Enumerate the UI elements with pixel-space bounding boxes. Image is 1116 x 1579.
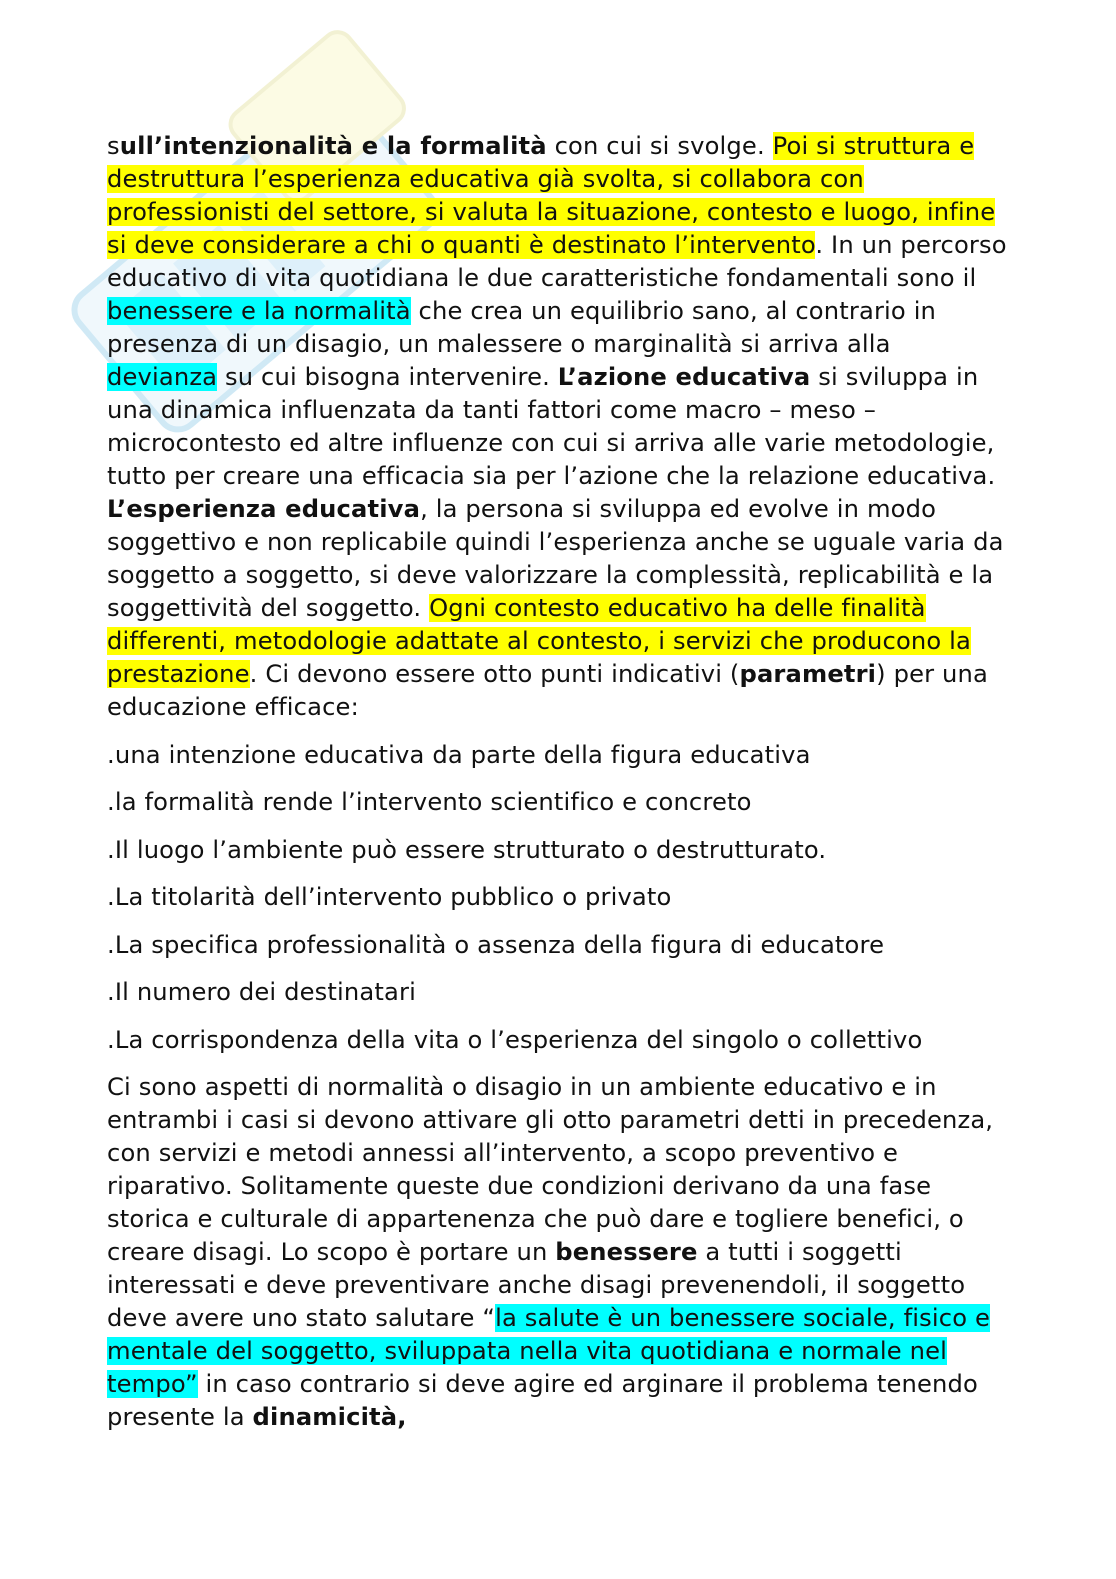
bold-term: benessere xyxy=(555,1238,698,1266)
text-run: s xyxy=(107,132,120,160)
list-item: .La specifica professionalità o assenza della figura di educatore xyxy=(107,930,885,959)
bold-term: dinamicità, xyxy=(252,1403,407,1431)
highlight-cyan: la salute è un benessere sociale, fisico e mentale del soggetto, sviluppata nella vita quotidiana e normale nel tempo” xyxy=(107,1304,991,1398)
highlight-yellow: Poi si struttura e destruttura l’esperienza educativa già svolta, si collabora con professionisti del settore, si valuta la situazione, contesto e luogo, infine si deve considerare a chi o quanti è destinato l’intervento xyxy=(107,132,996,259)
list-item: .una intenzione educativa da parte della figura educativa xyxy=(107,740,811,769)
bold-term: ull’intenzionalità e la formalità xyxy=(119,132,547,160)
list-item: .La titolarità dell’intervento pubblico o privato xyxy=(107,883,672,911)
text-run: , la persona si sviluppa ed evolve in modo soggettivo e non replicabile quindi l’esperienza anche se uguale varia da soggetto a soggetto, si deve valorizzare la complessità, replicabilità e la soggettività del soggetto. xyxy=(107,495,1004,622)
text-run: che crea un equilibrio sano, al contrario in presenza di un disagio, un malessere o marginalità si arriva alla xyxy=(107,297,937,358)
text-run: con cui si svolge. xyxy=(546,132,773,160)
list-item: .Il luogo l’ambiente può essere strutturato o destrutturato. xyxy=(107,835,827,864)
text-run: Ci sono aspetti di normalità o disagio in un ambiente educativo e in entrambi i casi si devono attivare gli otto parametri detti in precedenza, con servizi e metodi annessi all’intervento, a scopo preventivo e riparativo. Solitamente queste due condizioni derivano da una fase storica e culturale di appartenenza che può dare e togliere benefici, o creare disagi. Lo scopo è portare un xyxy=(107,1073,994,1266)
paragraph-normality xyxy=(107,1071,1007,1434)
bold-term: L’azione educativa xyxy=(557,363,811,391)
highlight-cyan: benessere e la normalità xyxy=(107,297,411,325)
bold-term: L’esperienza educativa xyxy=(107,495,421,523)
text-run: si sviluppa in una dinamica influenzata da tanti fattori come macro – meso – microcontesto ed altre influenze con cui si arriva alle varie metodologie, tutto per creare una efficacia sia per l’azione che la relazione educativa. xyxy=(107,363,996,490)
text-run: ) per una educazione efficace: xyxy=(107,660,988,721)
highlight-yellow: Ogni contesto educativo ha delle finalità differenti, metodologie adattate al contesto, i servizi che producono la prestazione xyxy=(107,594,972,688)
document-page xyxy=(107,130,1007,1434)
text-run: . Ci devono essere otto punti indicativi ( xyxy=(249,660,740,688)
text-run: in caso contrario si deve agire ed arginare il problema tenendo presente la xyxy=(107,1370,978,1431)
text-run: . In un percorso educativo di vita quotidiana le due caratteristiche fondamentali sono il xyxy=(107,231,1007,292)
highlight-cyan: devianza xyxy=(107,363,218,391)
list-item: .Il numero dei destinatari xyxy=(107,978,416,1006)
list-item: .La corrispondenza della vita o l’esperienza del singolo o collettivo xyxy=(107,1025,923,1054)
text-run: su cui bisogna intervenire. xyxy=(217,363,558,391)
paragraph-intro xyxy=(107,130,1007,724)
bold-term: parametri xyxy=(739,660,877,688)
text-run: a tutti i soggetti interessati e deve preventivare anche disagi prevenendoli, il soggetto deve avere uno stato salutare “ xyxy=(107,1238,966,1332)
list-item: .la formalità rende l’intervento scientifico e concreto xyxy=(107,788,752,816)
